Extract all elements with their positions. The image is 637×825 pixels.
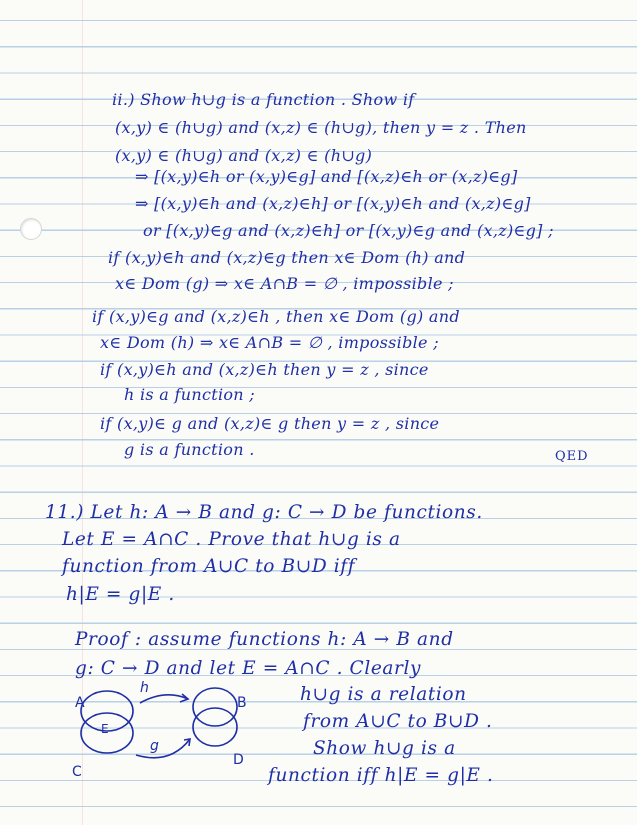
qed-mark: QED (555, 449, 589, 464)
problem-11-line-1: 11.) Let h: A → B and g: C → D be functions. (45, 502, 483, 523)
proof-ii-line-9: if (x,y)∈g and (x,z)∈h , then x∈ Dom (g) and (92, 307, 460, 326)
proof-ii-line-6: or [(x,y)∈g and (x,z)∈h] or [(x,y)∈g and (x,z)∈g] ; (143, 221, 554, 240)
problem-11-line-4: h|E = g|E . (66, 584, 175, 605)
proof-line-6: function iff h|E = g|E . (268, 765, 494, 786)
proof-ii-line-13: if (x,y)∈ g and (x,z)∈ g then y = z , since (100, 414, 440, 433)
proof-ii-line-5: ⇒ [(x,y)∈h and (x,z)∈h] or [(x,y)∈h and (x,z)∈g] (135, 194, 531, 213)
problem-11-line-3: function from A∪C to B∪D iff (62, 556, 356, 577)
proof-ii-line-1: ii.) Show h∪g is a function . Show if (112, 90, 415, 109)
proof-ii-line-8: x∈ Dom (g) ⇒ x∈ A∩B = ∅ , impossible ; (115, 274, 454, 293)
label-map-h: h (140, 680, 149, 696)
proof-line-2: g: C → D and let E = A∩C . Clearly (75, 658, 422, 679)
proof-ii-line-12: h is a function ; (124, 385, 255, 404)
label-set-c: C (72, 764, 82, 780)
proof-ii-line-7: if (x,y)∈h and (x,z)∈g then x∈ Dom (h) and (108, 248, 466, 267)
proof-ii-line-2: (x,y) ∈ (h∪g) and (x,z) ∈ (h∪g), then y = z . Then (115, 118, 527, 137)
proof-line-1: Proof : assume functions h: A → B and (75, 629, 454, 650)
set-d-circle (193, 708, 237, 746)
punch-hole (20, 218, 42, 240)
proof-line-4: from A∪C to B∪D . (303, 711, 493, 732)
proof-ii-line-3: (x,y) ∈ (h∪g) and (x,z) ∈ (h∪g) (115, 146, 373, 165)
g-arrow (136, 739, 190, 758)
function-mapping-diagram (60, 675, 260, 785)
label-set-a: A (75, 695, 85, 711)
proof-ii-line-4: ⇒ [(x,y)∈h or (x,y)∈g] and [(x,z)∈h or (x,z)∈g] (135, 167, 518, 186)
label-set-d: D (233, 752, 244, 768)
label-map-g: g (150, 738, 159, 754)
proof-line-3: h∪g is a relation (300, 684, 467, 705)
set-b-circle (193, 688, 237, 726)
proof-ii-line-11: if (x,y)∈h and (x,z)∈h then y = z , since (100, 360, 429, 379)
proof-ii-line-10: x∈ Dom (h) ⇒ x∈ A∩B = ∅ , impossible ; (100, 333, 439, 352)
label-set-e: E (101, 722, 109, 736)
label-set-b: B (237, 695, 247, 711)
proof-ii-line-14: g is a function . (124, 440, 255, 459)
problem-11-line-2: Let E = A∩C . Prove that h∪g is a (62, 529, 401, 550)
proof-line-5: Show h∪g is a (313, 738, 456, 759)
